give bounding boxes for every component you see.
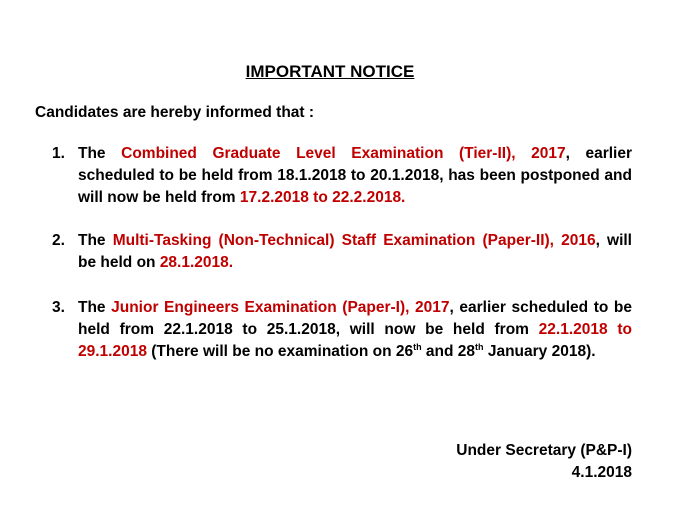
exam-name: Junior Engineers Examination (Paper-I), 2017 <box>111 299 450 316</box>
notice-title: IMPORTANT NOTICE <box>245 62 415 81</box>
exam-dates: 17.2.2018 to 22.2.2018. <box>239 189 406 206</box>
item-number: 2. <box>52 232 65 249</box>
ordinal-suffix: th <box>413 342 422 352</box>
item-text: January 2018). <box>483 343 596 360</box>
item-text: and 28 <box>421 343 476 360</box>
item-body <box>78 297 632 363</box>
signatory: Under Secretary (P&P-I) <box>456 442 632 459</box>
notice-item-2 <box>52 230 632 274</box>
exam-dates: 22.1.2018 to 29.1.2018 <box>78 321 632 360</box>
intro-text: Candidates are hereby informed that : <box>35 104 315 121</box>
item-text: The <box>78 145 122 162</box>
item-text: The <box>78 299 112 316</box>
ordinal-suffix: th <box>475 342 484 352</box>
notice-item-3 <box>52 297 632 363</box>
notice-item-1 <box>52 143 632 209</box>
item-number: 3. <box>52 299 65 316</box>
exam-dates: 28.1.2018. <box>159 254 234 271</box>
item-text: (There will be no examination on 26 <box>146 343 414 360</box>
item-text: The <box>78 232 113 249</box>
exam-name: Multi-Tasking (Non-Technical) Staff Examination (Paper-II), 2016 <box>112 232 596 249</box>
item-number: 1. <box>52 145 65 162</box>
notice-date: 4.1.2018 <box>571 464 632 481</box>
item-body <box>78 230 632 274</box>
exam-name: Combined Graduate Level Examination (Tier-II), 2017 <box>121 145 566 162</box>
item-text: , earlier scheduled to be held from 22.1.2018 to 25.1.2018, will now be held from <box>78 299 632 338</box>
item-text: , earlier scheduled to be held from 18.1.2018 to 20.1.2018, has been postponed and will now be held from <box>78 145 632 206</box>
item-text: , will be held on <box>78 232 632 271</box>
item-body <box>78 143 632 209</box>
